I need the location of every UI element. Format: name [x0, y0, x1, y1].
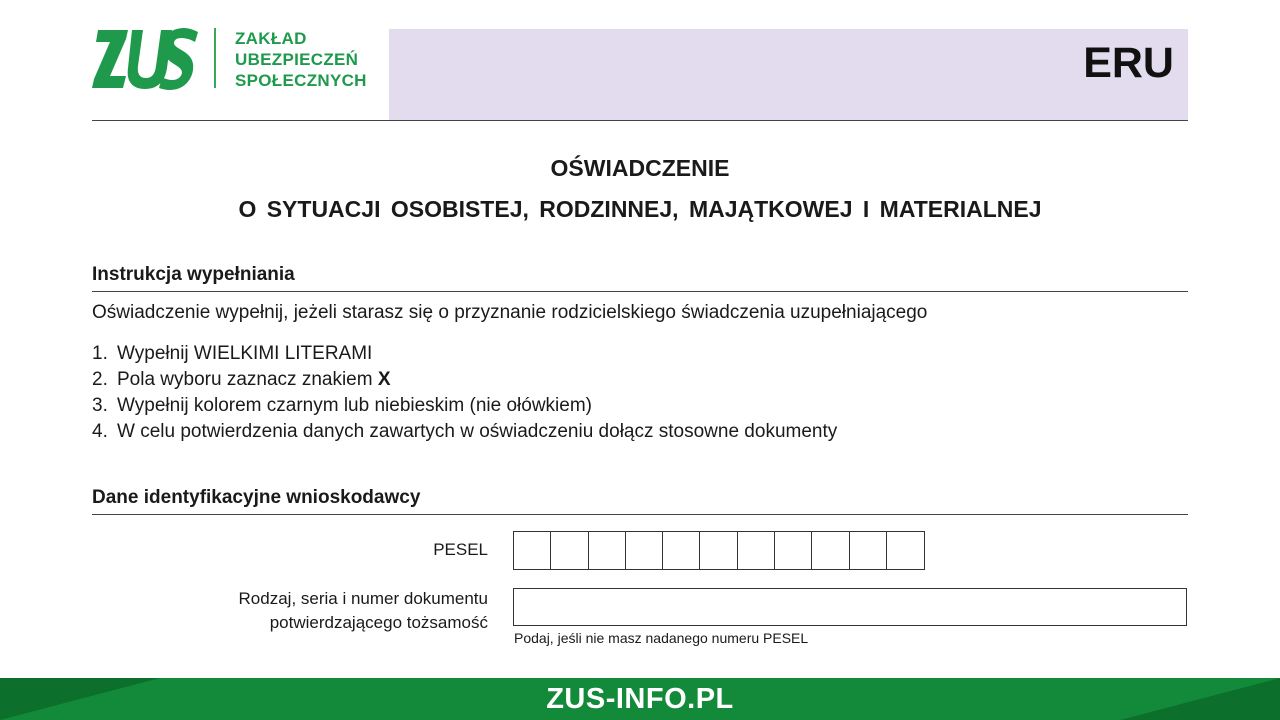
identity-document-field[interactable] [513, 588, 1187, 626]
form-code: ERU [1083, 39, 1174, 87]
pesel-digit-cell[interactable] [700, 532, 737, 569]
pesel-digit-cell[interactable] [514, 532, 551, 569]
zus-logo [92, 26, 372, 92]
identity-document-label-line-1: Rodzaj, seria i numer dokumentu [238, 589, 488, 608]
identity-document-label [239, 587, 488, 635]
pesel-digit-cell[interactable] [738, 532, 775, 569]
pesel-digit-cell[interactable] [775, 532, 812, 569]
instruction-item: 4. W celu potwierdzenia danych zawartych w oświadczeniu dołącz stosowne dokumenty [92, 421, 838, 442]
instructions-intro: Oświadczenie wypełnij, jeżeli starasz się o przyznanie rodzicielskiego świadczenia uzupełniającego [92, 302, 928, 323]
instruction-item: 1. Wypełnij WIELKIMI LITERAMI [92, 343, 373, 364]
pesel-digit-cell[interactable] [663, 532, 700, 569]
instructions-heading: Instrukcja wypełniania [92, 264, 1188, 292]
document-subtitle: O SYTUACJI OSOBISTEJ, RODZINNEJ, MAJĄTKOWEJ I MATERIALNEJ [238, 196, 1042, 222]
zus-logo-icon [92, 26, 200, 92]
institution-line-1: ZAKŁAD [235, 29, 307, 48]
pesel-digit-cell[interactable] [850, 532, 887, 569]
pesel-label: PESEL [433, 540, 488, 559]
institution-name [235, 28, 367, 91]
pesel-digit-cell[interactable] [626, 532, 663, 569]
instructions-list [92, 341, 837, 445]
institution-line-3: SPOŁECZNYCH [235, 71, 367, 90]
identity-document-hint: Podaj, jeśli nie masz nadanego numeru PESEL [514, 630, 809, 646]
identification-heading: Dane identyfikacyjne wnioskodawcy [92, 487, 1188, 515]
pesel-digit-cell[interactable] [589, 532, 626, 569]
instruction-item: 2. Pola wyboru zaznacz znakiem X [92, 369, 391, 390]
pesel-input[interactable] [513, 531, 925, 570]
pesel-digit-cell[interactable] [551, 532, 588, 569]
document-title: OŚWIADCZENIE [550, 155, 730, 181]
footer-site-name: ZUS-INFO.PL [546, 683, 734, 715]
header-divider [92, 120, 1188, 121]
form-code-box [389, 29, 1188, 120]
institution-line-2: UBEZPIECZEŃ [235, 50, 359, 69]
logo-divider [214, 28, 216, 88]
instruction-item: 3. Wypełnij kolorem czarnym lub niebieskim (nie ołówkiem) [92, 395, 592, 416]
pesel-digit-cell[interactable] [887, 532, 924, 569]
pesel-digit-cell[interactable] [812, 532, 849, 569]
identity-document-label-line-2: potwierdzającego tożsamość [269, 613, 488, 632]
footer-banner [0, 678, 1280, 720]
